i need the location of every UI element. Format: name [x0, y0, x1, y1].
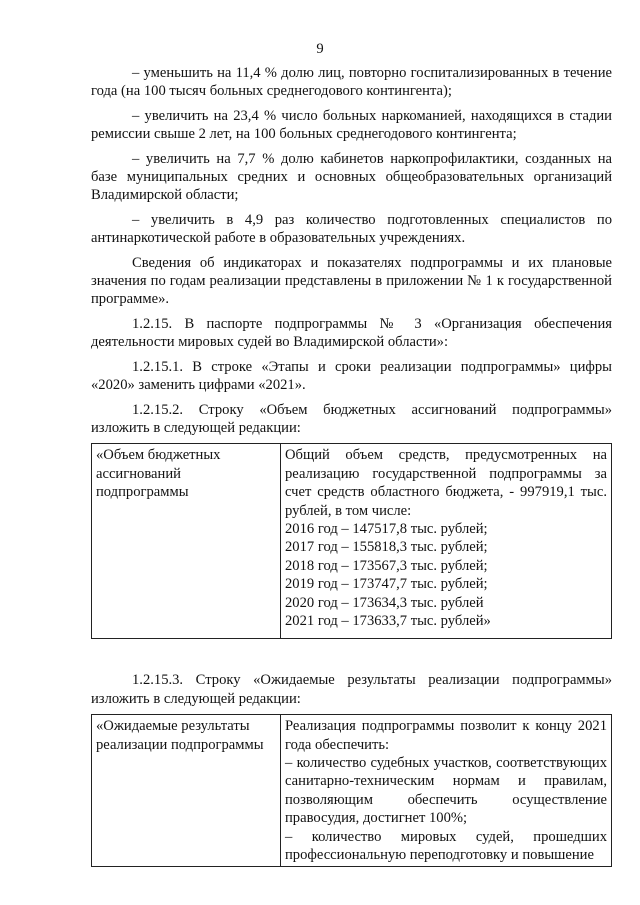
results-item-courts: – количество судебных участков, соответствующих санитарно-техническим нормам и правилам, позволяющим обеспечить осуществление правосудия, достигнет 100%; — [285, 755, 607, 827]
results-value-cell — [281, 715, 612, 867]
budget-year-2016: 2016 год – 147517,8 тыс. рублей; — [285, 520, 488, 537]
paragraph-1-2-15: 1.2.15. В паспорте подпрограммы № 3 «Организация обеспечения деятельности мировых судей во Владимирской области»: — [91, 315, 612, 351]
cell-spacer — [285, 630, 607, 636]
budget-year-2018: 2018 год – 173567,3 тыс. рублей; — [285, 557, 488, 574]
budget-table — [91, 443, 612, 639]
bullet-remission: – увеличить на 23,4 % число больных наркоманией, находящихся в стадии ремиссии свыше 2 лет, на 100 больных среднегодового контингента; — [91, 107, 612, 143]
budget-year-2019: 2019 год – 173747,7 тыс. рублей; — [285, 576, 488, 593]
paragraph-1-2-15-3: 1.2.15.3. Строку «Ожидаемые результаты реализации подпрограммы» изложить в следующей редакции: — [91, 672, 612, 707]
paragraph-1-2-15-1: 1.2.15.1. В строке «Этапы и сроки реализации подпрограммы» цифры «2020» заменить цифрами «2021». — [91, 358, 612, 394]
budget-label-cell: «Объем бюджетных ассигнований подпрограммы — [92, 444, 281, 639]
bullet-prevention-offices: – увеличить на 7,7 % долю кабинетов наркопрофилактики, созданных на базе муниципальных средних и основных общеобразовательных организаций Владимирской области; — [91, 150, 612, 204]
table-row — [92, 715, 612, 867]
results-table — [91, 714, 612, 867]
results-intro: Реализация подпрограммы позволит к концу 2021 года обеспечить: — [285, 718, 607, 753]
paragraph-1-2-15-2: 1.2.15.2. Строку «Объем бюджетных ассигнований подпрограммы» изложить в следующей редакции: — [91, 401, 612, 436]
bullet-specialists: – увеличить в 4,9 раз количество подготовленных специалистов по антинаркотической работе в образовательных учреждениях. — [91, 211, 612, 247]
budget-year-2020: 2020 год – 173634,3 тыс. рублей — [285, 594, 484, 611]
paragraph-indicators: Сведения об индикаторах и показателях подпрограммы и их плановые значения по годам реализации представлены в приложении № 1 к государственной программе». — [91, 254, 612, 308]
page-number: 9 — [316, 41, 324, 57]
budget-year-2017: 2017 год – 155818,3 тыс. рублей; — [285, 539, 488, 556]
bullet-readmission: – уменьшить на 11,4 % долю лиц, повторно госпитализированных в течение года (на 100 тысяч больных среднегодового контингента); — [91, 65, 612, 100]
document-body — [91, 64, 612, 867]
budget-value-cell — [281, 444, 612, 639]
table-row — [92, 444, 612, 639]
budget-intro: Общий объем средств, предусмотренных на реализацию государственной подпрограммы за счет средств областного бюджета, - 997919,1 тыс. рублей, в том числе: — [285, 447, 607, 519]
budget-year-2021: 2021 год – 173633,7 тыс. рублей» — [285, 612, 491, 629]
section-spacer — [91, 639, 612, 671]
results-label-cell: «Ожидаемые результаты реализации подпрограммы — [92, 715, 281, 867]
results-item-judges: – количество мировых судей, прошедших профессиональную переподготовку и повышение — [285, 828, 607, 864]
